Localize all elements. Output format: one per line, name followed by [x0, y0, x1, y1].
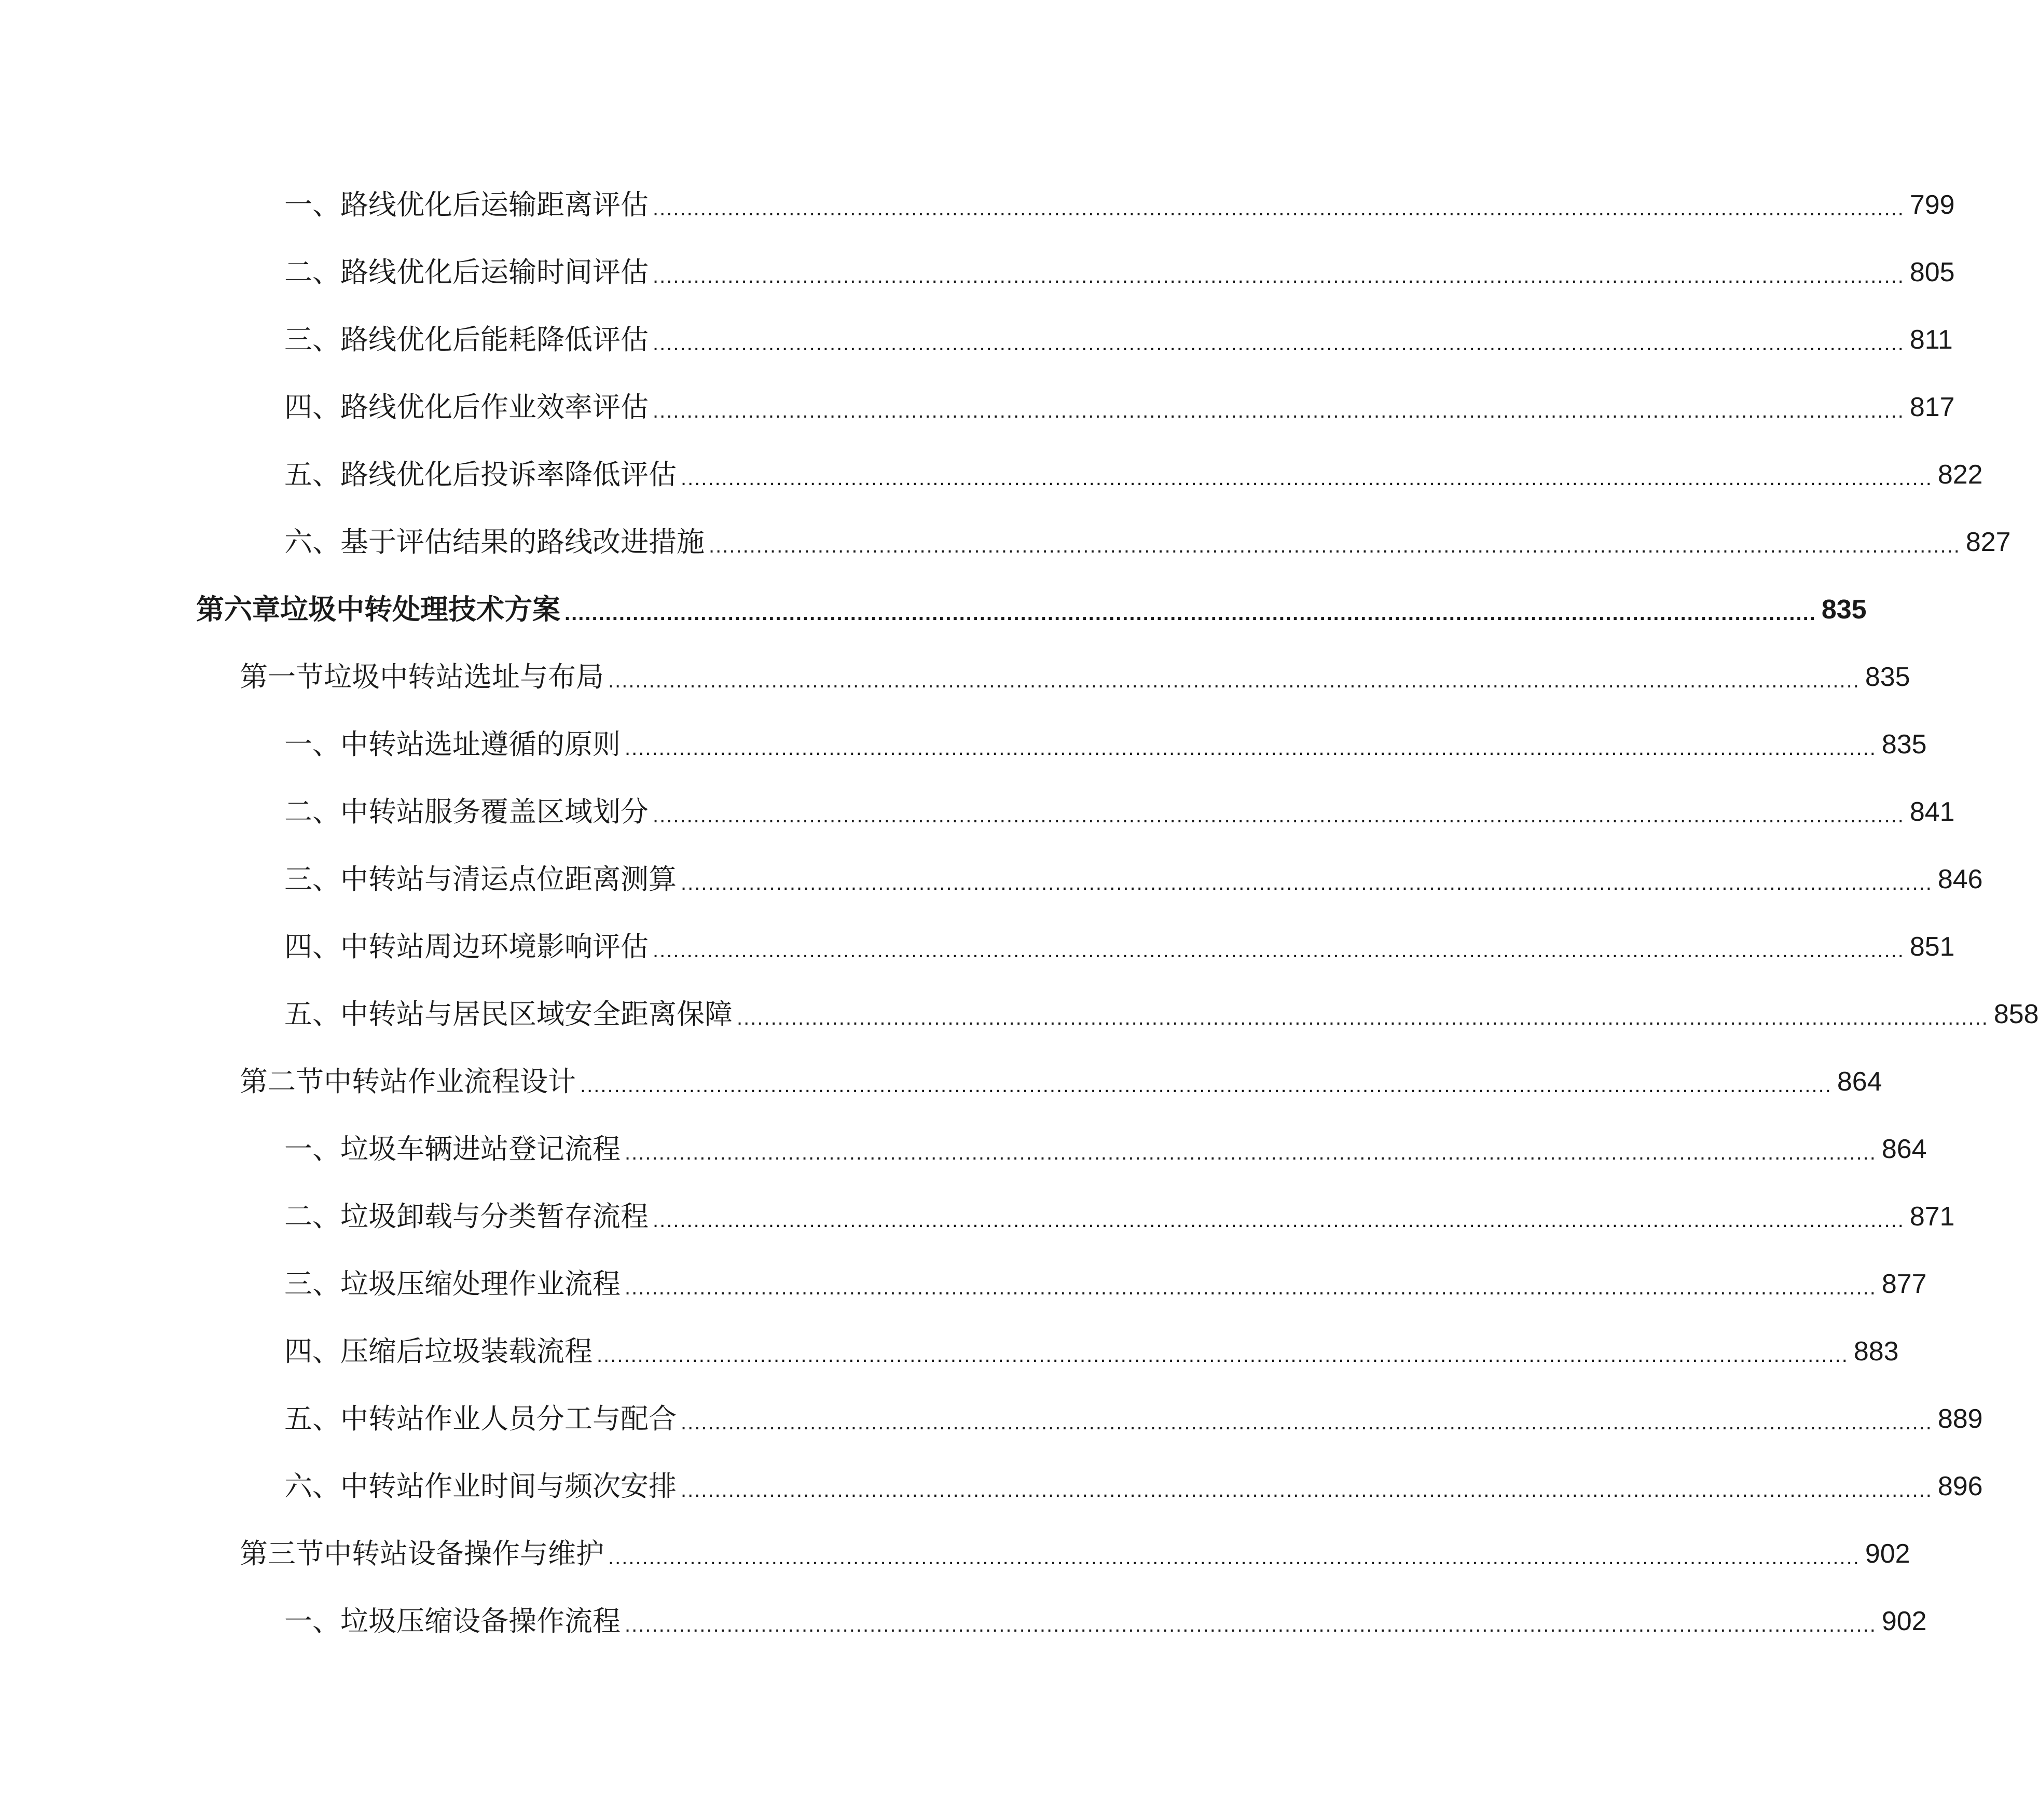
toc-entry[interactable] — [284, 1453, 1983, 1520]
toc-entry-page: 902 — [1881, 1606, 1927, 1636]
toc-leader-dots: ........................................................................................................................................................................................ — [597, 1344, 1849, 1367]
toc-entry[interactable] — [284, 711, 1927, 778]
toc-entry[interactable] — [284, 1183, 1955, 1250]
toc-entry-title: 四、中转站周边环境影响评估 — [284, 930, 649, 963]
toc-entry-title: 五、中转站作业人员分工与配合 — [284, 1402, 677, 1435]
toc-entry[interactable] — [284, 441, 1983, 508]
toc-entry[interactable] — [284, 171, 1955, 239]
toc-entry-page: 896 — [1937, 1471, 1983, 1501]
toc-entry-page: 822 — [1937, 460, 1983, 490]
toc-entry[interactable] — [284, 1588, 1927, 1655]
toc-section-entry[interactable] — [240, 1520, 1910, 1588]
toc-entry[interactable] — [284, 1318, 1899, 1385]
toc-entry[interactable] — [284, 1385, 1983, 1453]
toc-entry-title: 六、中转站作业时间与频次安排 — [284, 1470, 677, 1502]
toc-entry[interactable] — [284, 1115, 1927, 1183]
toc-leader-dots: ........................................................................................................................................................................................ — [625, 1614, 1877, 1636]
toc-entry-page: 799 — [1909, 190, 1955, 220]
toc-entry-page: 841 — [1909, 797, 1955, 827]
toc-leader-dots: ........................................................................................................................................................................................ — [625, 737, 1877, 760]
toc-leader-dots: ........................................................................................................................................................................................ — [653, 399, 1905, 422]
toc-entry-title: 第二节中转站作业流程设计 — [240, 1065, 576, 1098]
toc-entry-title: 五、路线优化后投诉率降低评估 — [284, 458, 677, 491]
toc-entry-page: 864 — [1837, 1067, 1882, 1097]
toc-entry-page: 871 — [1909, 1202, 1955, 1232]
toc-entry-title: 一、垃圾压缩设备操作流程 — [284, 1605, 621, 1637]
toc-chapter-entry[interactable] — [196, 576, 1867, 643]
toc-leader-dots: ........................................................................................................................................................................................ — [681, 872, 1933, 894]
toc-leader-dots: ........................................................................................................................................................................................ — [737, 1006, 1989, 1029]
toc-entry-title: 一、路线优化后运输距离评估 — [284, 188, 649, 221]
toc-leader-dots: ........................................................................................................................................................................................ — [625, 1276, 1877, 1299]
toc-entry-page: 846 — [1937, 864, 1983, 894]
toc-entry-title: 五、中转站与居民区域安全距离保障 — [284, 998, 733, 1030]
toc-entry-page: 811 — [1909, 325, 1953, 355]
toc-section-entry[interactable] — [240, 1048, 1882, 1115]
toc-leader-dots: ........................................................................................................................................................................................ — [625, 1141, 1877, 1164]
toc-leader-dots: ........................................................................................................................................................................................ — [653, 939, 1905, 962]
toc-leader-dots: ........................................................................................................................................................................................ — [653, 332, 1905, 355]
toc-entry[interactable] — [284, 306, 1953, 374]
toc-leader-dots: ........................................................................................................................................................................................ — [564, 602, 1816, 625]
toc-entry-title: 一、垃圾车辆进站登记流程 — [284, 1133, 621, 1165]
toc-entry-page: 902 — [1865, 1539, 1910, 1569]
toc-entry-title: 四、压缩后垃圾装载流程 — [284, 1335, 593, 1368]
toc-section-entry[interactable] — [240, 643, 1910, 711]
toc-entry-page: 851 — [1909, 932, 1955, 962]
toc-entry-page: 835 — [1881, 729, 1927, 760]
toc-entry-title: 第一节垃圾中转站选址与布局 — [240, 660, 604, 693]
toc-entry-page: 827 — [1965, 527, 2011, 557]
toc-leader-dots: ........................................................................................................................................................................................ — [608, 669, 1860, 692]
toc-entry[interactable] — [284, 1250, 1927, 1318]
toc-entry-page: 858 — [1993, 999, 2039, 1029]
toc-entry-title: 四、路线优化后作业效率评估 — [284, 391, 649, 423]
toc-entry-title: 第六章垃圾中转处理技术方案 — [196, 593, 560, 626]
toc-leader-dots: ........................................................................................................................................................................................ — [653, 265, 1905, 287]
toc-entry-page: 835 — [1865, 662, 1910, 692]
toc-entry-page: 864 — [1881, 1134, 1927, 1164]
toc-leader-dots: ........................................................................................................................................................................................ — [653, 1209, 1905, 1232]
toc-leader-dots: ........................................................................................................................................................................................ — [580, 1074, 1832, 1097]
toc-leader-dots: ........................................................................................................................................................................................ — [709, 534, 1961, 557]
toc-entry-page: 889 — [1937, 1404, 1983, 1434]
toc-entry-page: 883 — [1853, 1336, 1899, 1367]
toc-entry[interactable] — [284, 239, 1955, 306]
toc-leader-dots: ........................................................................................................................................................................................ — [681, 1479, 1933, 1501]
toc-entry-page: 805 — [1909, 257, 1955, 287]
toc-entry[interactable] — [284, 374, 1955, 441]
toc-entry[interactable] — [284, 508, 2011, 576]
toc-entry-title: 第三节中转站设备操作与维护 — [240, 1537, 604, 1570]
toc-entry-title: 三、垃圾压缩处理作业流程 — [284, 1267, 621, 1300]
table-of-contents — [0, 171, 2039, 1655]
toc-entry-title: 三、中转站与清运点位距离测算 — [284, 863, 677, 895]
toc-entry-title: 三、路线优化后能耗降低评估 — [284, 323, 649, 356]
toc-entry-page: 877 — [1881, 1269, 1927, 1299]
toc-entry-title: 二、垃圾卸载与分类暂存流程 — [284, 1200, 649, 1233]
toc-leader-dots: ........................................................................................................................................................................................ — [681, 467, 1933, 490]
toc-entry-title: 二、路线优化后运输时间评估 — [284, 256, 649, 288]
toc-entry-title: 一、中转站选址遵循的原则 — [284, 728, 621, 761]
toc-entry-title: 六、基于评估结果的路线改进措施 — [284, 526, 705, 558]
toc-entry[interactable] — [284, 981, 2039, 1048]
toc-entry[interactable] — [284, 913, 1955, 981]
toc-leader-dots: ........................................................................................................................................................................................ — [653, 197, 1905, 220]
toc-entry-page: 817 — [1909, 392, 1955, 422]
toc-entry[interactable] — [284, 846, 1983, 913]
toc-entry[interactable] — [284, 778, 1955, 846]
toc-entry-title: 二、中转站服务覆盖区域划分 — [284, 795, 649, 828]
toc-entry-page: 835 — [1821, 595, 1867, 625]
toc-leader-dots: ........................................................................................................................................................................................ — [653, 804, 1905, 827]
toc-leader-dots: ........................................................................................................................................................................................ — [681, 1411, 1933, 1434]
toc-leader-dots: ........................................................................................................................................................................................ — [608, 1546, 1860, 1569]
